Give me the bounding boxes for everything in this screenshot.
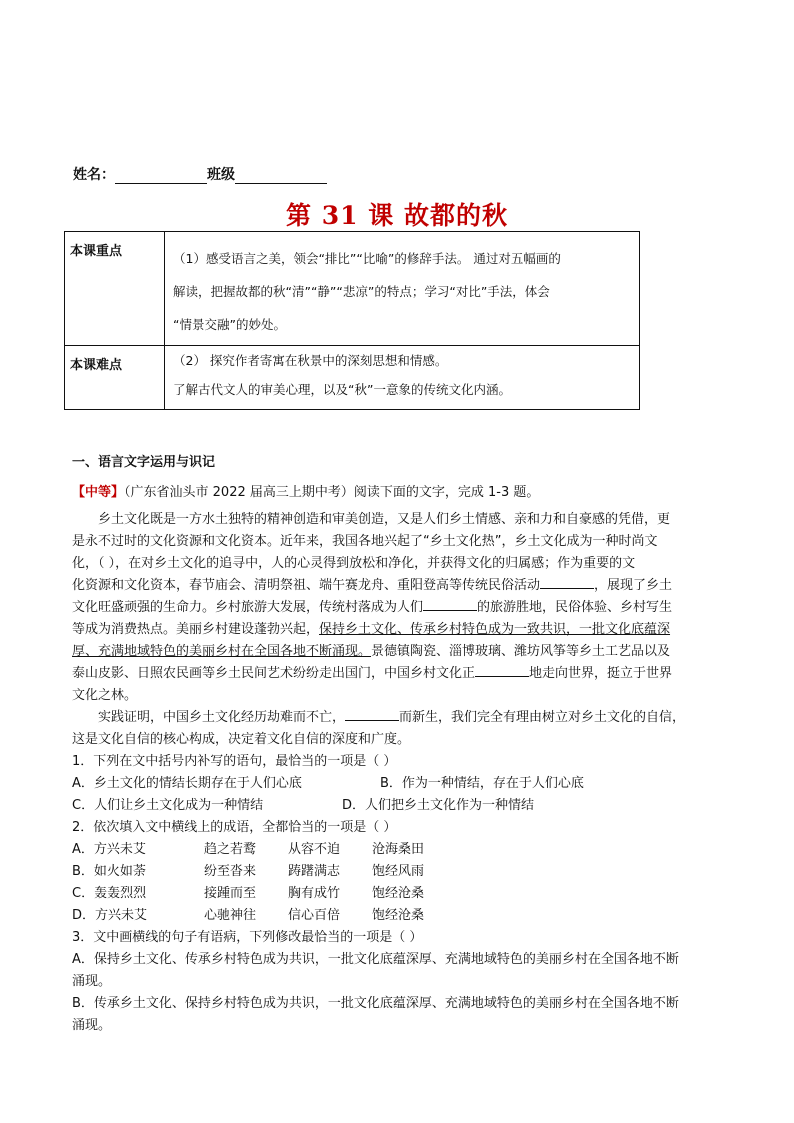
question-1: 1．下列在文中括号内补写的语句，最恰当的一项是（ ） [72, 754, 397, 769]
key-points-content [165, 232, 640, 346]
question-3: 3．文中画横线的句子有语病，下列修改最恰当的一项是（ ） [72, 930, 423, 945]
fill-blank-2[interactable] [423, 597, 477, 611]
passage-line [72, 663, 724, 685]
option-text: 胸有成竹 [288, 886, 341, 901]
passage-line: 化，（ ），在对乡土文化的追寻中，人的心灵得到放松和净化，并获得文化的归属感；作为重要的文 [72, 556, 636, 571]
fill-blank-1[interactable] [540, 575, 594, 589]
passage [72, 509, 724, 751]
option-text: 信心百倍 [288, 908, 341, 923]
option-text: A．保持乡土文化、传承乡村特色成为共识，一批文化底蕴深厚、充满地域特色的美丽乡村在全国各地不断 [72, 952, 679, 967]
passage-text: 的旅游胜地，民俗体验、乡村写生 [477, 600, 673, 615]
passage-text: 地走向世界，挺立于世界 [529, 666, 673, 681]
option-text: 饱经风雨 [372, 864, 425, 879]
passage-line: 乡土文化既是一方水土独特的精神创造和审美创造，又是人们乡土情感、亲和力和自豪感的凭借，更 [98, 512, 671, 527]
difficulty-tag: 【中等】 [72, 485, 125, 500]
question-3-option-a[interactable] [72, 949, 724, 993]
passage-text: ，展现了乡土 [594, 578, 673, 593]
key-points-line: （1）感受语言之美，领会“排比”“比喻”的修辞手法。 通过对五幅画的 [173, 251, 561, 266]
option-text: 从容不迫 [288, 842, 341, 857]
passage-text: 等成为消费热点。美丽乡村建设蓬勃兴起， [72, 622, 320, 637]
option-text: 接踵而至 [204, 886, 257, 901]
name-label: 姓名： [73, 167, 115, 183]
passage-line [72, 597, 724, 619]
option-text: B．传承乡土文化、保持乡村特色成为共识，一批文化底蕴深厚、充满地域特色的美丽乡村在全国各地不断 [72, 996, 679, 1011]
class-blank[interactable] [235, 168, 327, 184]
passage-text: 实践证明，中国乡土文化经历劫难而不亡， [98, 710, 346, 725]
option-a[interactable]: A．乡土文化的情结长期存在于人们心底 [72, 776, 302, 791]
option-text: 饱经沧桑 [372, 886, 425, 901]
option-text: 趋之若鹜 [204, 842, 257, 857]
question-2-option[interactable] [72, 883, 724, 905]
option-d[interactable]: D．人们把乡土文化作为一种情结 [342, 798, 535, 813]
question-2-option[interactable] [72, 861, 724, 883]
student-info-line [73, 164, 327, 184]
passage-line [72, 575, 724, 597]
passage-text: 文化旺盛顽强的生命力。乡村旅游大发展，传统村落成为人们 [72, 600, 424, 615]
difficulty-content [165, 346, 640, 410]
question-2: 2．依次填入文中横线上的成语，全都恰当的一项是（ ） [72, 820, 397, 835]
class-label: 班级 [207, 167, 235, 183]
option-text: 涌现。 [72, 974, 112, 989]
key-points-line: “情景交融”的妙处。 [173, 317, 286, 332]
key-points-row [65, 232, 640, 346]
name-blank[interactable] [115, 168, 207, 184]
intro-text: （广东省汕头市 2022 届高三上期中考）阅读下面的文字，完成 1-3 题。 [124, 485, 540, 500]
fill-blank-3[interactable] [475, 663, 529, 677]
lesson-title: 第 31 课 故都的秋 [286, 201, 508, 230]
option-text: 涌现。 [72, 1018, 112, 1033]
passage-text: 而新生，我们完全有理由树立对乡土文化的自信， [399, 710, 686, 725]
option-text: 饱经沧桑 [372, 908, 425, 923]
option-text: 心驰神往 [204, 908, 257, 923]
question-1-options-row [72, 795, 724, 817]
lesson-focus-table [64, 231, 640, 410]
option-text: C．轰轰烈烈 [72, 886, 147, 901]
difficulty-line: 了解古代文人的审美心理，以及“秋”一意象的传统文化内涵。 [173, 382, 511, 397]
option-text: D．方兴未艾 [72, 908, 148, 923]
key-points-line: 解读，把握故都的秋“清”“静”“悲凉”的特点；学习“对比”手法，体会 [173, 284, 550, 299]
underlined-sentence: 厚、充满地域特色的美丽乡村在全国各地不断涌现。 [72, 644, 372, 659]
difficulty-label: 本课难点 [65, 346, 165, 410]
passage-line [72, 619, 724, 641]
passage-line: 文化之林。 [72, 688, 138, 703]
option-text: A．方兴未艾 [72, 842, 146, 857]
section-heading: 一、语言文字运用与识记 [72, 455, 216, 470]
option-c[interactable]: C．人们让乡土文化成为一种情结 [72, 798, 264, 813]
option-text: 踌躇满志 [288, 864, 341, 879]
questions [72, 751, 724, 1037]
option-text: B．如火如荼 [72, 864, 146, 879]
question-1-options-row [72, 773, 724, 795]
passage-line [72, 707, 724, 729]
underlined-sentence: 保持乡土文化、传承乡村特色成为一致共识，一批文化底蕴深 [319, 622, 671, 637]
difficulty-line: （2） 探究作者寄寓在秋景中的深刻思想和情感。 [173, 353, 448, 368]
question-intro [72, 482, 724, 504]
passage-text: 景德镇陶瓷、淄博玻璃、潍坊风筝等乡土工艺品以及 [371, 644, 671, 659]
passage-text: 化资源和文化资本，春节庙会、清明祭祖、端午赛龙舟、重阳登高等传统民俗活动 [72, 578, 541, 593]
option-text: 纷至沓来 [204, 864, 257, 879]
option-text: 沧海桑田 [372, 842, 425, 857]
question-2-option[interactable] [72, 905, 724, 927]
passage-line: 这是文化自信的核心构成，决定着文化自信的深度和广度。 [72, 732, 411, 747]
key-points-label: 本课重点 [65, 232, 165, 346]
question-3-option-b[interactable] [72, 993, 724, 1037]
difficulty-row [65, 346, 640, 410]
question-2-option[interactable] [72, 839, 724, 861]
passage-line [72, 641, 724, 663]
passage-text: 泰山皮影、日照农民画等乡土民间艺术纷纷走出国门，中国乡村文化正 [72, 666, 476, 681]
option-b[interactable]: B．作为一种情结，存在于人们心底 [380, 776, 584, 791]
fill-blank-4[interactable] [345, 707, 399, 721]
passage-line: 是永不过时的文化资源和文化资本。近年来，我国各地兴起了“乡土文化热”，乡土文化成为一种时尚文 [72, 534, 658, 549]
